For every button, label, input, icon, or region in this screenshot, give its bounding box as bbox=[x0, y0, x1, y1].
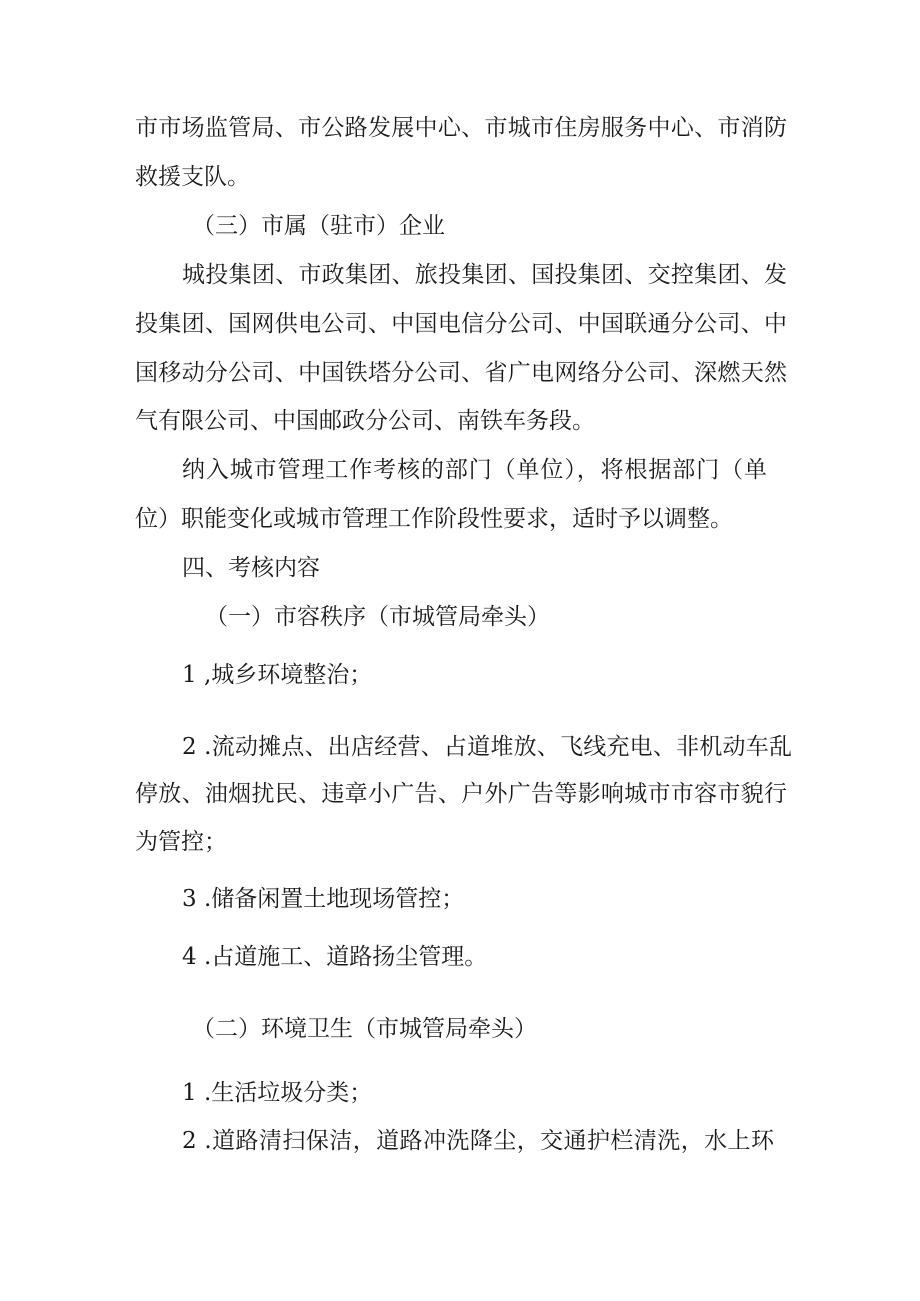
section-heading: 四、考核内容 bbox=[182, 555, 320, 581]
subsection-heading: （二）环境卫生（市城管局牵头） bbox=[192, 1016, 537, 1042]
paragraph-line: 城投集团、市政集团、旅投集团、国投集团、交控集团、发 bbox=[182, 262, 787, 288]
list-item: 4 .占道施工、道路扬尘管理。 bbox=[182, 944, 488, 970]
list-item-continuation: 停放、油烟扰民、违章小广告、户外广告等影响城市市容市貌行 bbox=[135, 781, 787, 807]
list-item: 1 ,城乡环境整治； bbox=[182, 662, 373, 688]
paragraph-line: 气有限公司、中国邮政分公司、南铁车务段。 bbox=[135, 408, 595, 434]
section-heading: （三）市属（驻市）企业 bbox=[192, 213, 445, 239]
list-item: 1 .生活垃圾分类； bbox=[182, 1080, 373, 1106]
paragraph-line: 国移动分公司、中国铁塔分公司、省广电网络分公司、深燃天然 bbox=[135, 360, 787, 386]
paragraph-line: 救援支队。 bbox=[135, 164, 250, 190]
paragraph-line: 投集团、国网供电公司、中国电信分公司、中国联通分公司、中 bbox=[135, 311, 787, 337]
paragraph-line: 纳入城市管理工作考核的部门（单位），将根据部门（单 bbox=[182, 457, 767, 483]
list-item-continuation: 为管控； bbox=[135, 829, 227, 855]
paragraph-line: 市市场监管局、市公路发展中心、市城市住房服务中心、市消防 bbox=[135, 115, 787, 141]
list-item: 2 .道路清扫保洁，道路冲洗降尘，交通护栏清洗，水上环 bbox=[182, 1128, 774, 1154]
list-item: 2 .流动摊点、出店经营、占道堆放、飞线充电、非机动车乱 bbox=[182, 734, 792, 760]
subsection-heading: （一）市容秩序（市城管局牵头） bbox=[205, 604, 550, 630]
paragraph-line: 位）职能变化或城市管理工作阶段性要求，适时予以调整。 bbox=[135, 506, 733, 532]
list-item: 3 .储备闲置土地现场管控； bbox=[182, 886, 465, 912]
